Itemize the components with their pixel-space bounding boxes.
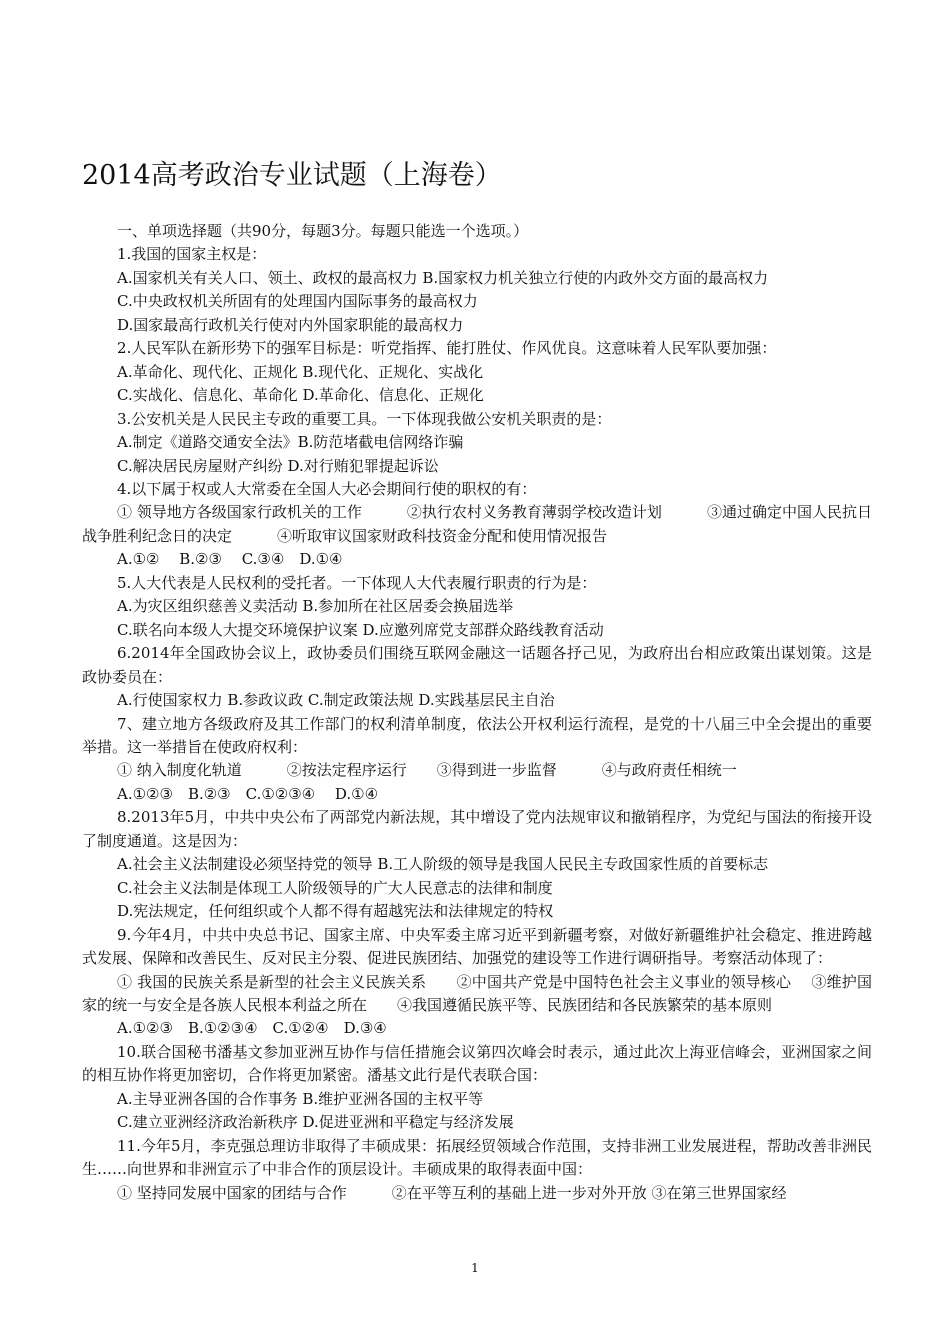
- question-3: 3.公安机关是人民民主专政的重要工具。一下体现我做公安机关职责的是：: [117, 409, 612, 428]
- question-8-option-c: C.社会主义法制是体现工人阶级领导的广大人民意志的法律和制度: [117, 878, 553, 897]
- question-6-options: A.行使国家权力 B.参政议政 C.制定政策法规 D.实践基层民主自治: [117, 691, 555, 710]
- question-4: 4.以下属于权或人大常委在全国人大必会期间行使的职权的有：: [117, 479, 537, 498]
- question-9-statements: ① 我国的民族关系是新型的社会主义民族关系 ②中国共产党是中国特色社会主义事业的领导核心 ③维护国家的统一与安全是各族人民根本利益之所在 ④我国遵循民族平等、民族团结和各民族繁荣的基本原则: [82, 972, 872, 1014]
- question-8-option-ab: A.社会主义法制建设必须坚持党的领导 B.工人阶级的领导是我国人民民主专政国家性质的首要标志: [117, 855, 769, 874]
- question-1: 1.我国的国家主权是：: [117, 245, 267, 264]
- question-2: 2.人民军队在新形势下的强军目标是：听党指挥、能打胜仗、作风优良。这意味着人民军队要加强：: [117, 339, 777, 358]
- question-7-statements: ① 纳入制度化轨道 ②按法定程序运行 ③得到进一步监督 ④与政府责任相统一: [117, 761, 737, 780]
- question-10: 10.联合国秘书潘基文参加亚洲互协作与信任措施会议第四次峰会时表示，通过此次上海亚信峰会，亚洲国家之间的相互协作将更加密切，合作将更加紧密。潘基文此行是代表联合国：: [82, 1042, 872, 1085]
- question-5: 5.人大代表是人民权利的受托者。一下体现人大代表履行职责的行为是：: [117, 573, 597, 592]
- section-heading: 一、单项选择题（共90分，每题3分。每题只能选一个选项。）: [117, 222, 529, 240]
- question-9: 9.今年4月，中共中央总书记、国家主席、中央军委主席习近平到新疆考察，对做好新疆维护社会稳定、推进跨越式发展、保障和改善民生、反对民主分裂、促进民族团结、加强党的建设等工作进行调研指导。考察活动体现了：: [82, 925, 872, 968]
- question-11: 11.今年5月，李克强总理访非取得了丰硕成果：拓展经贸领域合作范围，支持非洲工业发展进程，帮助改善非洲民生……向世界和非洲宣示了中非合作的顶层设计。丰硕成果的取得表面中国：: [82, 1136, 872, 1179]
- question-6: 6.2014年全国政协会议上，政协委员们围绕互联网金融这一话题各抒己见，为政府出台相应政策出谋划策。这是政协委员在：: [82, 644, 872, 686]
- question-5-option-ab: A.为灾区组织慈善义卖活动 B.参加所在社区居委会换届选举: [117, 597, 514, 616]
- document-title: 2014高考政治专业试题（上海卷）: [82, 160, 502, 191]
- question-4-statements: ① 领导地方各级国家行政机关的工作 ②执行农村义务教育薄弱学校改造计划 ③通过确定中国人民抗日战争胜利纪念日的决定 ④听取审议国家财政科技资金分配和使用情况报告: [82, 503, 872, 545]
- question-9-options: A.①②③ B.①②③④ C.①②④ D.③④: [117, 1019, 387, 1038]
- page-number: 1: [471, 1261, 479, 1275]
- question-4-options: A.①② B.②③ C.③④ D.①④: [117, 550, 343, 569]
- question-5-option-cd: C.联名向本级人大提交环境保护议案 D.应邀列席党支部群众路线教育活动: [117, 620, 604, 639]
- question-2-option-cd: C.实战化、信息化、革命化 D.革命化、信息化、正规化: [117, 386, 484, 405]
- question-1-option-d: D.国家最高行政机关行使对内外国家职能的最高权力: [117, 315, 464, 334]
- question-10-option-cd: C.建立亚洲经济政治新秩序 D.促进亚洲和平稳定与经济发展: [117, 1113, 514, 1132]
- question-1-option-c: C.中央政权机关所固有的处理国内国际事务的最高权力: [117, 292, 478, 311]
- document-body: [82, 220, 872, 1205]
- question-7: 7、建立地方各级政府及其工作部门的权利清单制度，依法公开权利运行流程，是党的十八届三中全会提出的重要举措。这一举措旨在使政府权利：: [82, 714, 872, 756]
- question-11-statements: ① 坚持同发展中国家的团结与合作 ②在平等互利的基础上进一步对外开放 ③在第三世界国家经: [117, 1183, 787, 1202]
- question-10-option-ab: A.主导亚洲各国的合作事务 B.维护亚洲各国的主权平等: [117, 1089, 484, 1108]
- question-8-option-d: D.宪法规定，任何组织或个人都不得有超越宪法和法律规定的特权: [117, 902, 554, 921]
- question-3-option-ab: A.制定《道路交通安全法》B.防范堵截电信网络诈骗: [117, 433, 464, 452]
- question-7-options: A.①②③ B.②③ C.①②③④ D.①④: [117, 784, 379, 803]
- question-3-option-cd: C.解决居民房屋财产纠纷 D.对行贿犯罪提起诉讼: [117, 456, 439, 475]
- question-1-option-ab: A.国家机关有关人口、领土、政权的最高权力 B.国家权力机关独立行使的内政外交方面的最高权力: [117, 268, 769, 287]
- question-8: 8.2013年5月，中共中央公布了两部党内新法规，其中增设了党内法规审议和撤销程序，为党纪与国法的衔接开设了制度通道。这是因为：: [82, 808, 872, 850]
- question-2-option-ab: A.革命化、现代化、正规化 B.现代化、正规化、实战化: [117, 362, 484, 381]
